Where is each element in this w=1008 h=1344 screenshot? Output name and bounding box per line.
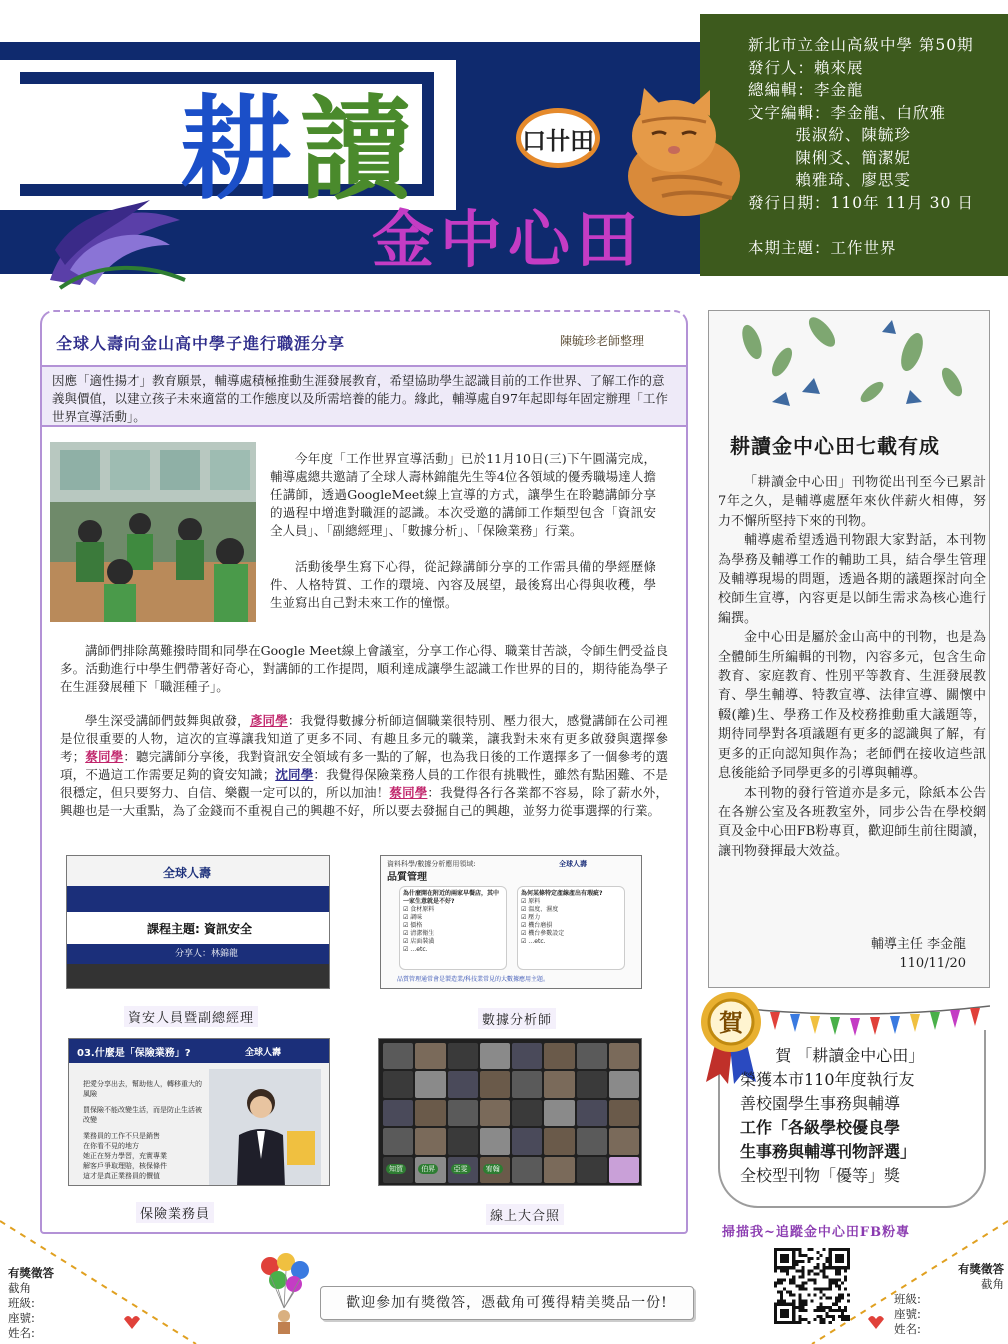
video-tile [415,1071,445,1097]
participant-name: 知賀 [386,1164,406,1174]
video-tile [512,1157,542,1183]
student-name: 蔡同學 [389,785,428,800]
text-run: ：聽完講師分享後，我對資訊安全領域有多一點的了解，也為我日後的工作選擇多了一個參考的選項，不過這工作需要足夠的資安知識； [60,749,668,782]
video-tile [480,1071,510,1097]
video-tile [577,1128,607,1154]
video-tile [577,1100,607,1126]
slide-bullet: 解客戶爭取理賠，核保條件 [83,1162,167,1170]
participant-name: 宥翰 [483,1164,503,1174]
checklist-item: ☑ …etc. [521,938,546,945]
video-tile [448,1043,478,1069]
coupon-title: 有獎徵答 [958,1262,1004,1276]
brand-label: 全球人壽 [559,860,587,868]
video-tile [609,1100,639,1126]
leaf-decoration-icon [40,190,190,290]
caption-security: 資安人員暨副總經理 [124,1006,258,1027]
slide-bullet: 在你看不見的地方 [83,1142,139,1150]
question-items [403,906,503,954]
award-line: 生事務與輔導刊物評選」 [740,1142,917,1161]
video-tile [480,1100,510,1126]
caption-data-analysis: 數據分析師 [478,1008,556,1029]
checklist-item: ☑ …etc. [403,946,428,953]
video-tile [383,1071,413,1097]
video-tile [383,1043,413,1069]
welcome-banner: 歡迎參加有獎徵答，憑截角可獲得精美獎品一份! [320,1286,694,1320]
video-tile [512,1043,542,1069]
video-tile [544,1100,574,1126]
sidebar-body [718,473,986,861]
video-tile [480,1157,510,1183]
slide-bullet: 買保險不能改變生活，而是防止生活被改變 [83,1106,202,1124]
student-name: 彥同學 [249,713,288,728]
video-tile [577,1071,607,1097]
article-paragraph-3: 講師們排除萬難撥時間和同學在Google Meet線上會議室，分享工作心得、職業甘苦談，令師生們受益良多。活動進行中學生們帶著好奇心，對講師的工作提問，順利達成讓學生認識工作世界的目的，期待能為學子在生涯發展種下「職涯種子」。 [60,643,668,694]
screenshot-insurance [68,1038,330,1186]
question-items [521,898,621,946]
slide-bullet: 這才是真正業務員的價值 [83,1172,160,1180]
slide-topic: 課程主題: 資訊安全 [147,922,252,936]
checklist-item: ☑ 食材原料 [403,906,435,913]
brand-label: 全球人壽 [163,866,212,880]
video-tile [383,1100,413,1126]
award-text [740,1044,972,1188]
coupon-line: 班級: [894,1292,921,1306]
text-run: ：我覺得各行各業都不容易，除了薪水外，興趣也是一大重點，為了金錢而不重視自己的興趣不好，所以要去發掘自己的興趣，並努力從事選擇的行業。 [60,785,668,818]
checklist-item: ☑ 原料 [521,898,541,905]
classroom-photo [50,442,256,622]
signature-date: 110/11/20 [899,956,966,971]
speaker-photo [209,1069,321,1186]
checklist-item: ☑ 壓力 [521,914,541,921]
coupon-line: 截角 [981,1277,1004,1291]
title-subtitle: 金中心田 [372,203,645,276]
slide-header: 資料科學/數據分析應用領域: [387,860,476,868]
slide-bullet: 她正在努力學習，充實專業 [83,1152,167,1160]
text-run: 學生深受講師們鼓舞與啟發， [85,713,250,728]
article-paragraph-4 [60,712,668,820]
coupon-title: 有獎徵答 [8,1266,54,1280]
slide-bullet: 業務員的工作不只是銷售 [83,1132,160,1140]
award-line: 賀 「耕讀金中心田」 [775,1046,925,1065]
article-intro: 因應「適性揚才」教育願景，輔導處積極推動生涯發展教育，希望協助學生認識目前的工作世界、了解工作的意義與價值，以建立孩子未來適當的工作態度以及所需培養的能力。緣此，輔導處自97年起即每年固定辦理「工作世界宣導活動」。 [42,365,686,427]
masthead-info: 新北市立金山高級中學 第50期 發行人：賴來展 總編輯：李金龍 文字編輯：李金龍、白欣雅 張淑紛、陳毓珍 陳俐爻、簡潔妮 賴雅琦、廖思雯 發行日期：110年 11月 30 日 本期主題：工作世界 [748,36,974,257]
coupon-left [8,1266,54,1341]
video-grid [383,1043,639,1183]
caption-insurance: 保險業務員 [136,1202,214,1223]
video-tile [609,1128,639,1154]
sidebar-signature [844,935,966,973]
title-geng: 耕 [180,85,294,215]
award-line: 全校型刊物「優等」獎 [740,1166,901,1185]
text-run: ：我覺得數據分析師這個職業很特別、壓力很大，感覺講師在公司裡是位很重要的人物，這次的宣導讓我知道了更多不同、有趣且多元的職業，讓我對未來有更多啟發與選擇參考； [60,713,668,764]
video-tile [480,1043,510,1069]
article-paragraph-1: 今年度「工作世界宣導活動」已於11月10日(三)下午圓滿完成，輔導處總共邀請了全球人壽林錦龍先生等4位各領域的優秀職場達人擔任講師，透過GoogleMeet線上宣導的方式，讓學生在聆聽講師分享的過程中增進對職涯的認識。本次受邀的講師工作類型包含「資訊安全人員」、「副總經理」、「數據分析」、「保險業務」行業。 [270,451,656,538]
signature-name: 輔導主任 李金龍 [870,937,966,952]
cat-photo [622,84,742,218]
title-du: 讀 [300,85,412,215]
caption-group-photo: 線上大合照 [486,1204,564,1225]
brand-label: 全球人壽 [245,1048,282,1058]
video-tile [512,1100,542,1126]
video-tile [415,1100,445,1126]
video-tile [415,1043,445,1069]
slide-bullets [83,1079,207,1181]
video-tile [448,1157,478,1183]
coupon-line: 姓名: [8,1326,35,1340]
article-title: 全球人壽向金山高中學子進行職涯分享 [56,334,346,353]
award-line: 工作「各級學校優良學 [740,1118,901,1137]
checklist-item: ☑ 溫度、濕度 [521,906,559,913]
sidebar-paragraph: 輔導處希望透過刊物跟大家對話，本刊物為學務及輔導工作的輔助工具，結合學生管理及輔導現場的問題，透過各期的議題探討向全校師生宣導，內容更是以師生需求為核心進行編撰。 [718,533,986,626]
checklist-item: ☑ 店面裝潢 [403,938,435,945]
video-tile [577,1043,607,1069]
video-tile [415,1157,445,1183]
checklist-item: ☑ 清潔衛生 [403,930,435,937]
coupon-line: 座號: [8,1311,35,1325]
fb-follow-text: 掃描我~追蹤金中心田FB粉專 [722,1225,911,1240]
video-tile [448,1071,478,1097]
coupon-line: 截角 [8,1281,31,1295]
video-tile [544,1071,574,1097]
video-tile [383,1157,413,1183]
award-line: 榮獲本市110年度執行友 [740,1070,915,1089]
video-tile [609,1157,639,1183]
sidebar-title: 耕讀金中心田七載有成 [730,434,940,458]
video-tile [512,1128,542,1154]
video-tile [512,1071,542,1097]
award-line: 善校園學生事務與輔導 [740,1094,901,1113]
slide-footer: 品質管理通常會是製造業/科技業常見的大數據應用主題。 [397,976,550,983]
screenshot-security [66,855,330,989]
text-run: ：我覺得保險業務人員的工作很有挑戰性，雖然有點困難、不是很穩定，但只要努力、自信、樂觀一定可以的，所以加油！ [60,767,668,800]
svg-text:賀: 賀 [719,1008,743,1037]
checklist-item: ☑ 價格 [403,922,423,929]
video-tile [544,1157,574,1183]
coupon-line: 班級: [8,1296,35,1310]
student-name: 沈同學 [275,767,314,782]
screenshot-group-photo [378,1038,642,1186]
sidebar-paragraph: 本刊物的發行管道亦是多元，除紙本公告在各辦公室及各班教室外，同步公告在學校網頁及金中心田FB粉專頁，歡迎師生前往閱讀，讓刊物發揮最大效益。 [718,785,986,859]
slide-speaker: 分享人：林錦龍 [175,949,239,959]
sidebar-paragraph: 「耕讀金中心田」刊物從出刊至今已累計7年之久，是輔導處歷年來伙伴薪火相傳，努力不懈所堅持下來的刊物。 [718,475,986,529]
article-author: 陳毓珍老師整理 [560,334,645,348]
slide-title: 品質管理 [387,872,427,883]
balloons-icon [256,1252,312,1334]
question-text: 為什麼開在附近的兩家早餐店，其中一家生意就是不好? [403,890,500,905]
student-name: 蔡同學 [85,749,124,764]
checklist-item: ☑ 調味 [403,914,423,921]
video-tile [415,1128,445,1154]
speech-bubble: 口卄田 [516,108,600,168]
question-card-2 [517,886,625,970]
leaves-illustration [712,312,986,430]
video-tile [609,1071,639,1097]
coupon-line: 姓名: [894,1322,921,1336]
screenshot-data-analysis [380,855,642,989]
checklist-item: ☑ 機台磨損 [521,922,553,929]
video-tile [480,1128,510,1154]
question-text: 為何某條特定產線產出有瑕疵? [521,890,603,897]
question-card-1 [399,886,507,970]
video-tile [544,1128,574,1154]
video-tile [609,1043,639,1069]
participant-name: 亞雯 [451,1164,471,1174]
slide-title: 03.什麼是「保險業務」? [77,1048,191,1059]
video-tile [383,1128,413,1154]
sidebar-paragraph: 金中心田是屬於金山高中的刊物，也是為全體師生所編輯的刊物，內容多元，包含生命教育、家庭教育、性別平等教育、生涯發展教育、學生輔導、特教宣導、法律宣導、關懷中輟(離)生、學務工作及校務推動重大議題等，期待同學對各項議題有更多的認識與了解，有更多的正向認知與作為；老師們在接收這些訊息後能給予同學更多的引導與輔導。 [718,630,986,782]
slide-bullet: 把愛分享出去，幫助他人，轉移重大的風險 [83,1080,202,1098]
coupon-line: 座號: [894,1307,921,1321]
video-tile [448,1100,478,1126]
coupon-right [894,1262,1004,1337]
checklist-item: ☑ 機台參數設定 [521,930,565,937]
article-paragraph-2: 活動後學生寫下心得，從記錄講師分享的工作需具備的學經歷條件、人格特質、工作的環境、內容及展望，最後寫出心得與收穫，學生並寫出自己對未來工作的憧憬。 [270,559,656,610]
participant-name: 伯昇 [418,1164,438,1174]
video-tile [448,1128,478,1154]
video-tile [544,1043,574,1069]
video-tile [577,1157,607,1183]
